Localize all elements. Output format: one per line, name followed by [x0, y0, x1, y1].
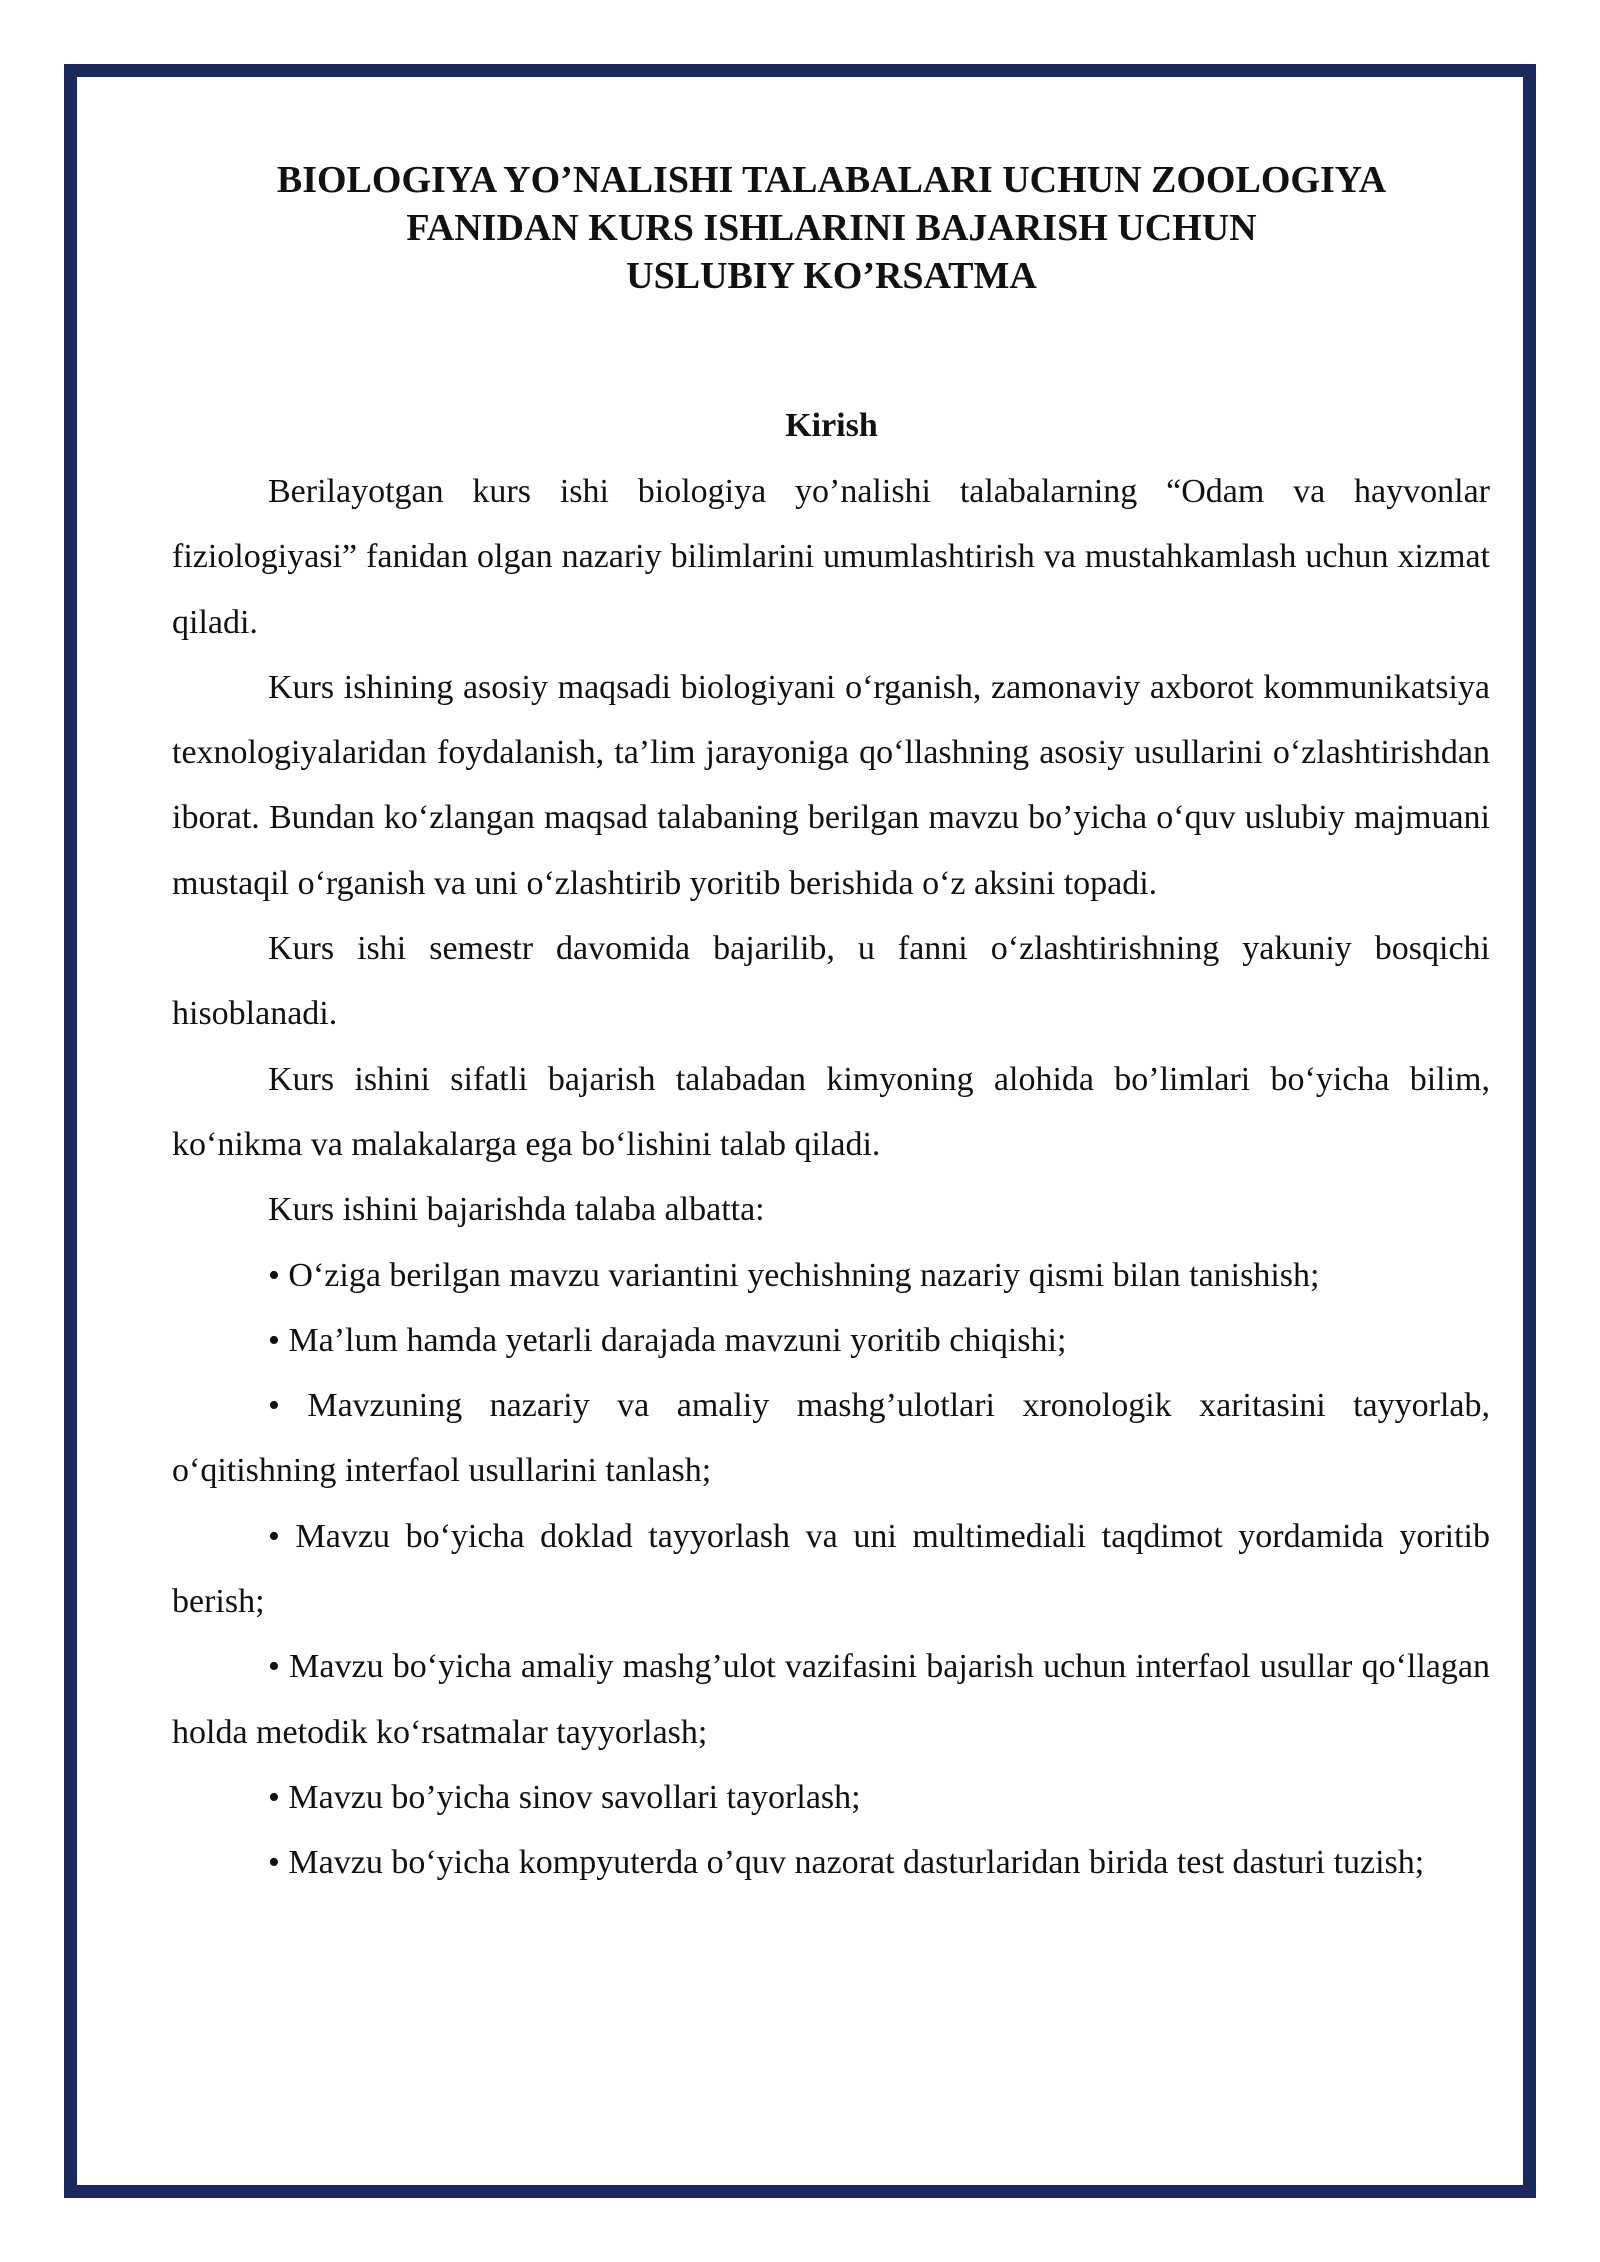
title-line-2: FANIDAN KURS ISHLARINI BAJARISH UCHUN	[406, 207, 1257, 249]
paragraph: Berilayotgan kurs ishi biologiya yo’nalishi talabalarning “Odam va hayvonlar fiziologiyasi” fanidan olgan nazariy bilimlarini umumlashtirish va mustahkamlash uchun xizmat qiladi.	[172, 473, 1490, 641]
bullet-item: • Mavzu bo’yicha sinov savollari tayorlash;	[268, 1778, 861, 1816]
document-body	[172, 459, 1490, 1896]
bullet-item: • Mavzuning nazariy va amaliy mashg’ulotlari xronologik xaritasini tayyorlab, o‘qitishning interfaol usullarini tanlash;	[172, 1387, 1490, 1490]
bullet-item: • O‘ziga berilgan mavzu variantini yechishning nazariy qismi bilan tanishish;	[268, 1256, 1320, 1294]
bullet-item: • Mavzu bo‘yicha doklad tayyorlash va uni multimediali taqdimot yordamida yoritib berish;	[172, 1517, 1490, 1621]
paragraph: Kurs ishi semestr davomida bajarilib, u fanni o‘zlashtirishning yakuniy bosqichi hisoblanadi.	[172, 930, 1490, 1033]
section-heading: Kirish	[785, 407, 878, 444]
title-line-1: BIOLOGIYA YO’NALISHI TALABALARI UCHUN ZOOLOGIYA	[276, 159, 1387, 201]
bullet-item: • Mavzu bo‘yicha amaliy mashg’ulot vazifasini bajarish uchun interfaol usullar qo‘llagan holda metodik ko‘rsatmalar tayyorlash;	[172, 1648, 1490, 1751]
bullet-item: • Ma’lum hamda yetarli darajada mavzuni yoritib chiqishi;	[268, 1321, 1067, 1359]
bullet-item: • Mavzu bo‘yicha kompyuterda o’quv nazorat dasturlaridan birida test dasturi tuzish;	[268, 1844, 1425, 1882]
paragraph: Kurs ishini sifatli bajarish talabadan kimyoning alohida bo’limlari bo‘yicha bilim, ko‘nikma va malakalarga ega bo‘lishini talab qiladi.	[172, 1060, 1490, 1163]
title-line-3: USLUBIY KO’RSATMA	[626, 255, 1037, 297]
paragraph: Kurs ishining asosiy maqsadi biologiyani o‘rganish, zamonaviy axborot kommunikatsiya texnologiyalaridan foydalanish, ta’lim jarayoniga qo‘llashning asosiy usullarini o‘zlashtirishdan iborat. Bundan ko‘zlangan maqsad talabaning berilgan mavzu bo’yicha o‘quv uslubiy majmuani mustaqil o‘rganish va uni o‘zlashtirib yoritib berishida o‘z aksini topadi.	[172, 668, 1490, 902]
paragraph: Kurs ishini bajarishda talaba albatta:	[268, 1191, 765, 1229]
document-title	[170, 156, 1493, 300]
